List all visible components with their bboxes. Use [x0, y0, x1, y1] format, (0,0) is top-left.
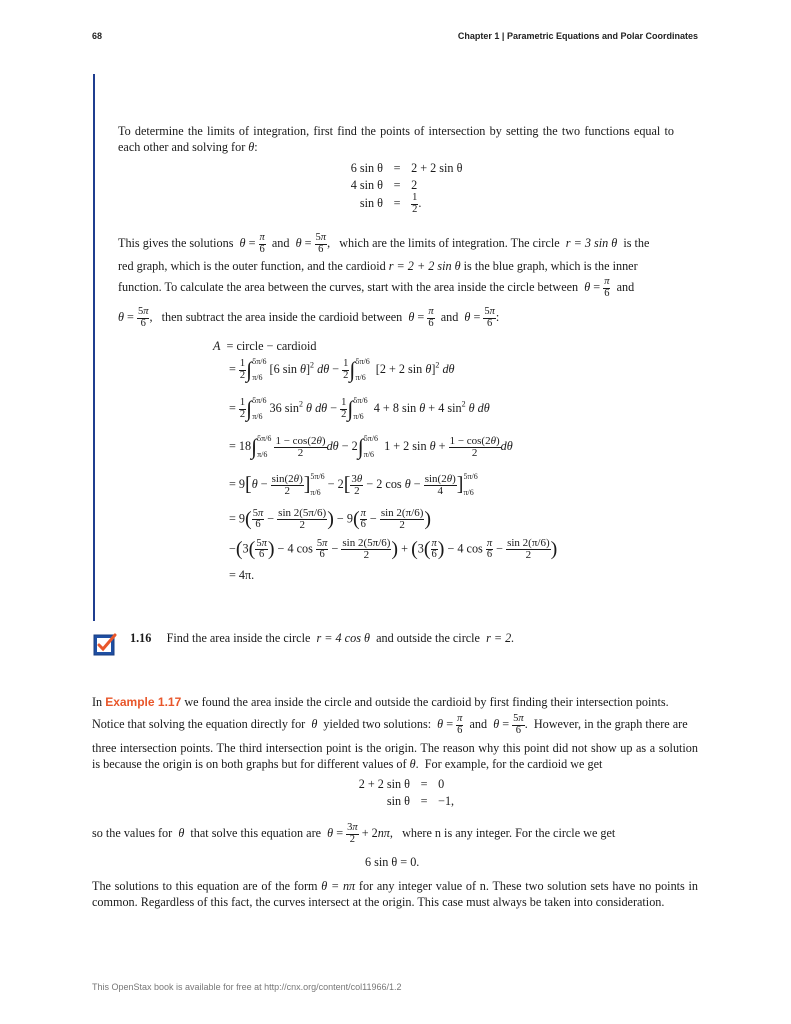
body-paragraph-4: so the values for θ that solve this equation are θ = $\frac{3\pi}{2}$ + 2nπ, where n is any integer. For the circle we get — [92, 822, 616, 845]
cardioid-eq-2: sin θ = −1, — [386, 794, 455, 808]
area-line-5: = 9[θ − $\frac{\sin(2\theta)}{2}$ ] 5π/6 π/6 − 2[ $\frac{3\theta}{2}$ − 2 cos θ − $\frac{\sin(2\theta)}{4}$ ] 5π/6 π/6 — [229, 472, 478, 497]
area-line-3: = $\frac{1}{2}$ ∫ 5π/6 π/6 36 $\sin^2 \theta$ dθ − $\frac{1}{2}$ ∫ 5π/6 π/6 4 + 8 sin θ + 4 $\sin^2 \theta$ dθ — [229, 396, 490, 421]
example-paragraph-2: This gives the solutions θ = $\frac{\pi}{6}$ and θ = $\frac{5\pi}{6}$ , which are the limits of integration. The circle r = 3 sin θ is the — [118, 232, 650, 255]
example-paragraph: To determine the limits of integration, first find the points of intersection by setting the two functions equal to each other and solving for θ: — [118, 124, 674, 154]
equation-row-3: sin θ = $\frac{1}{2}$ . — [359, 192, 422, 215]
body-paragraph-5: The solutions to this equation are of the form θ = nπ for any integer value of n. These two solution sets have no points in common. Regardless of this fact, the curves intersect at the origin. This case must always be taken into consideration. — [92, 879, 699, 909]
area-line-2: = $\frac{1}{2}$ ∫ 5π/6 π/6 [6 sin θ]$^2$ dθ − $\frac{1}{2}$ ∫ 5π/6 π/6 [2 + 2 sin θ]$^2$ dθ — [229, 357, 455, 382]
page-number: 68 — [92, 31, 103, 41]
circle-eq: 6 sin θ = 0. — [365, 855, 420, 869]
example-paragraph-4: function. To calculate the area between the curves, start with the area inside the circle between θ = $\frac{\pi}{6}$ and — [118, 276, 635, 299]
body-paragraph-2: Notice that solving the equation directly for θ yielded two solutions: θ = $\frac{\pi}{6}$ and θ = $\frac{5\pi}{6}$ . However, in the graph there are — [92, 713, 688, 736]
chapter-title: Chapter 1 | Parametric Equations and Polar Coordinates — [457, 31, 698, 41]
equation-row-1: 6 sin θ = 2 + 2 sin θ — [350, 161, 463, 175]
example-paragraph-5: θ = $\frac{5\pi}{6}$ , then subtract the area inside the cardioid between θ = $\frac{\pi}{6}$ and θ = $\frac{5\pi}{6}$ : — [118, 306, 500, 329]
body-paragraph-3: three intersection points. The third intersection point is the origin. The reason why this point did not show up as a solution is because the origin is on both graphs but for different values of θ. For example, for the cardioid we get — [92, 741, 698, 771]
exercise: 1.16 Find the area inside the circle r = 4 cos θ and outside the circle r = 2. — [130, 631, 515, 645]
example-sidebar-rule — [93, 74, 95, 621]
area-line-7: −(3( $\frac{5\pi}{6}$ ) − 4 cos $\frac{5\pi}{6}$ − $\frac{\sin 2(5\pi/6)}{2}$ ) + (3( $\frac{\pi}{6}$ ) − 4 cos $\frac{\pi}{6}$ − $\frac{\sin 2(\pi/6)}{2}$ ) — [229, 537, 558, 561]
body-paragraph-1: In Example 1.17 we found the area inside the circle and outside the cardioid by first finding their intersection points. — [92, 695, 669, 709]
area-line-4: = 18∫ 5π/6 π/6 $\frac{1 - \cos(2\theta)}{2}$ dθ − 2∫ 5π/6 π/6 1 + 2 sin θ + $\frac{1 - \cos(2\theta)}{2}$ dθ — [229, 434, 513, 459]
equation-row-2: 4 sin θ = 2 — [350, 178, 418, 192]
footer-note: This OpenStax book is available for free at http://cnx.org/content/col11966/1.2 — [92, 982, 402, 992]
example-paragraph-3: red graph, which is the outer function, and the cardioid r = 2 + 2 sin θ is the blue graph, which is the inner — [118, 259, 638, 273]
area-line-6: = 9( $\frac{5\pi}{6}$ − $\frac{\sin 2(5\pi/6)}{2}$ ) − 9( $\frac{\pi}{6}$ − $\frac{\sin 2(\pi/6)}{2}$ ) — [229, 507, 432, 531]
area-line-1: A = circle − cardioid — [213, 339, 317, 353]
area-line-8: = 4π. — [229, 568, 255, 582]
checkpoint-icon — [93, 632, 117, 656]
cardioid-eq-1: 2 + 2 sin θ = 0 — [358, 777, 445, 791]
example-link[interactable]: Example 1.17 — [105, 695, 182, 709]
